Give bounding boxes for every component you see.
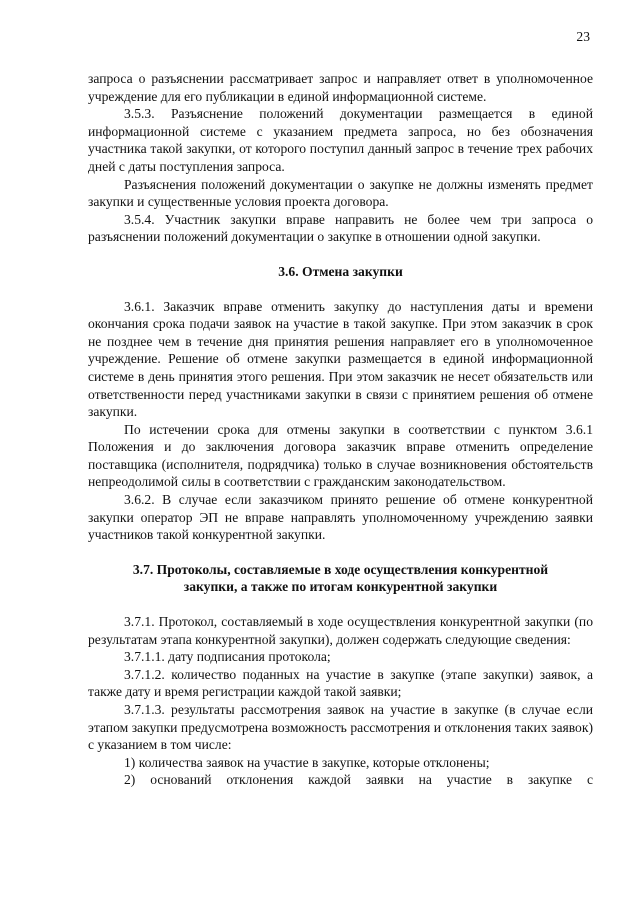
paragraph: 3.5.4. Участник закупки вправе направить не более чем три запроса о разъяснении положений документации о закупке в отношении одной закупки. — [88, 211, 593, 245]
paragraph: По истечении срока для отмены закупки в соответствии с пунктом 3.6.1 Положения и до заключения договора заказчик вправе отменить определение поставщика (исполнителя, подрядчика) только в случае возникновения обстоятельств непреодолимой силы в соответствии с гражданским законодательством. — [88, 421, 593, 490]
paragraph: 3.7.1.1. дату подписания протокола; — [124, 649, 331, 665]
paragraph: 3.7.1. Протокол, составляемый в ходе осуществления конкурентной закупки (по результатам этапа конкурентной закупки), должен содержать следующие сведения: — [88, 614, 593, 647]
paragraph: запроса о разъяснении рассматривает запрос и направляет ответ в уполномоченное учреждение для его публикации в единой информационной системе. — [88, 71, 593, 104]
list-item: 2) оснований отклонения каждой заявки на участие в закупке с — [124, 772, 593, 788]
paragraph: 3.7.1.2. количество поданных на участие в закупке (этапе закупки) заявок, а также дату и время регистрации каждой такой заявки; — [88, 666, 593, 700]
page-number: 23 — [576, 29, 590, 44]
paragraph: 3.7.1.3. результаты рассмотрения заявок на участие в закупке (в случае если этапом закупки предусмотрена возможность рассмотрения и отклонения таких заявок) с указанием в том числе: — [88, 702, 593, 753]
paragraph: Разъяснения положений документации о закупке не должны изменять предмет закупки и существенные условия проекта договора. — [88, 176, 593, 210]
section-heading: 3.6. Отмена закупки — [278, 263, 403, 279]
section-heading: 3.7. Протоколы, составляемые в ходе осуществления конкурентной закупки, а также по итогам конкурентной закупки — [132, 561, 549, 595]
list-item: 1) количества заявок на участие в закупке, которые отклонены; — [124, 754, 490, 770]
paragraph: 3.6.1. Заказчик вправе отменить закупку до наступления даты и времени окончания срока подачи заявок на участие в такой закупке. При этом заказчик в срок не позднее чем в течение дня принятия решения направляет его в уполномоченное учреждение. Решение об отмене закупки размещается в единой информационной системе в день принятия этого решения. При этом заказчик не несет обязательств или ответственности перед участниками закупки в связи с принятием решения об отмене закупки. — [88, 298, 593, 420]
paragraph: 3.6.2. В случае если заказчиком принято решение об отмене конкурентной закупки оператор ЭП не вправе направлять уполномоченному учреждению заявки участников такой конкурентной закупки. — [88, 492, 593, 543]
page-content — [88, 70, 593, 789]
paragraph: 3.5.3. Разъяснение положений документации размещается в единой информационной системе с указанием предмета запроса, но без обозначения участника такой закупки, от которого поступил данный запрос в течение трех рабочих дней с даты поступления запроса. — [88, 106, 593, 174]
